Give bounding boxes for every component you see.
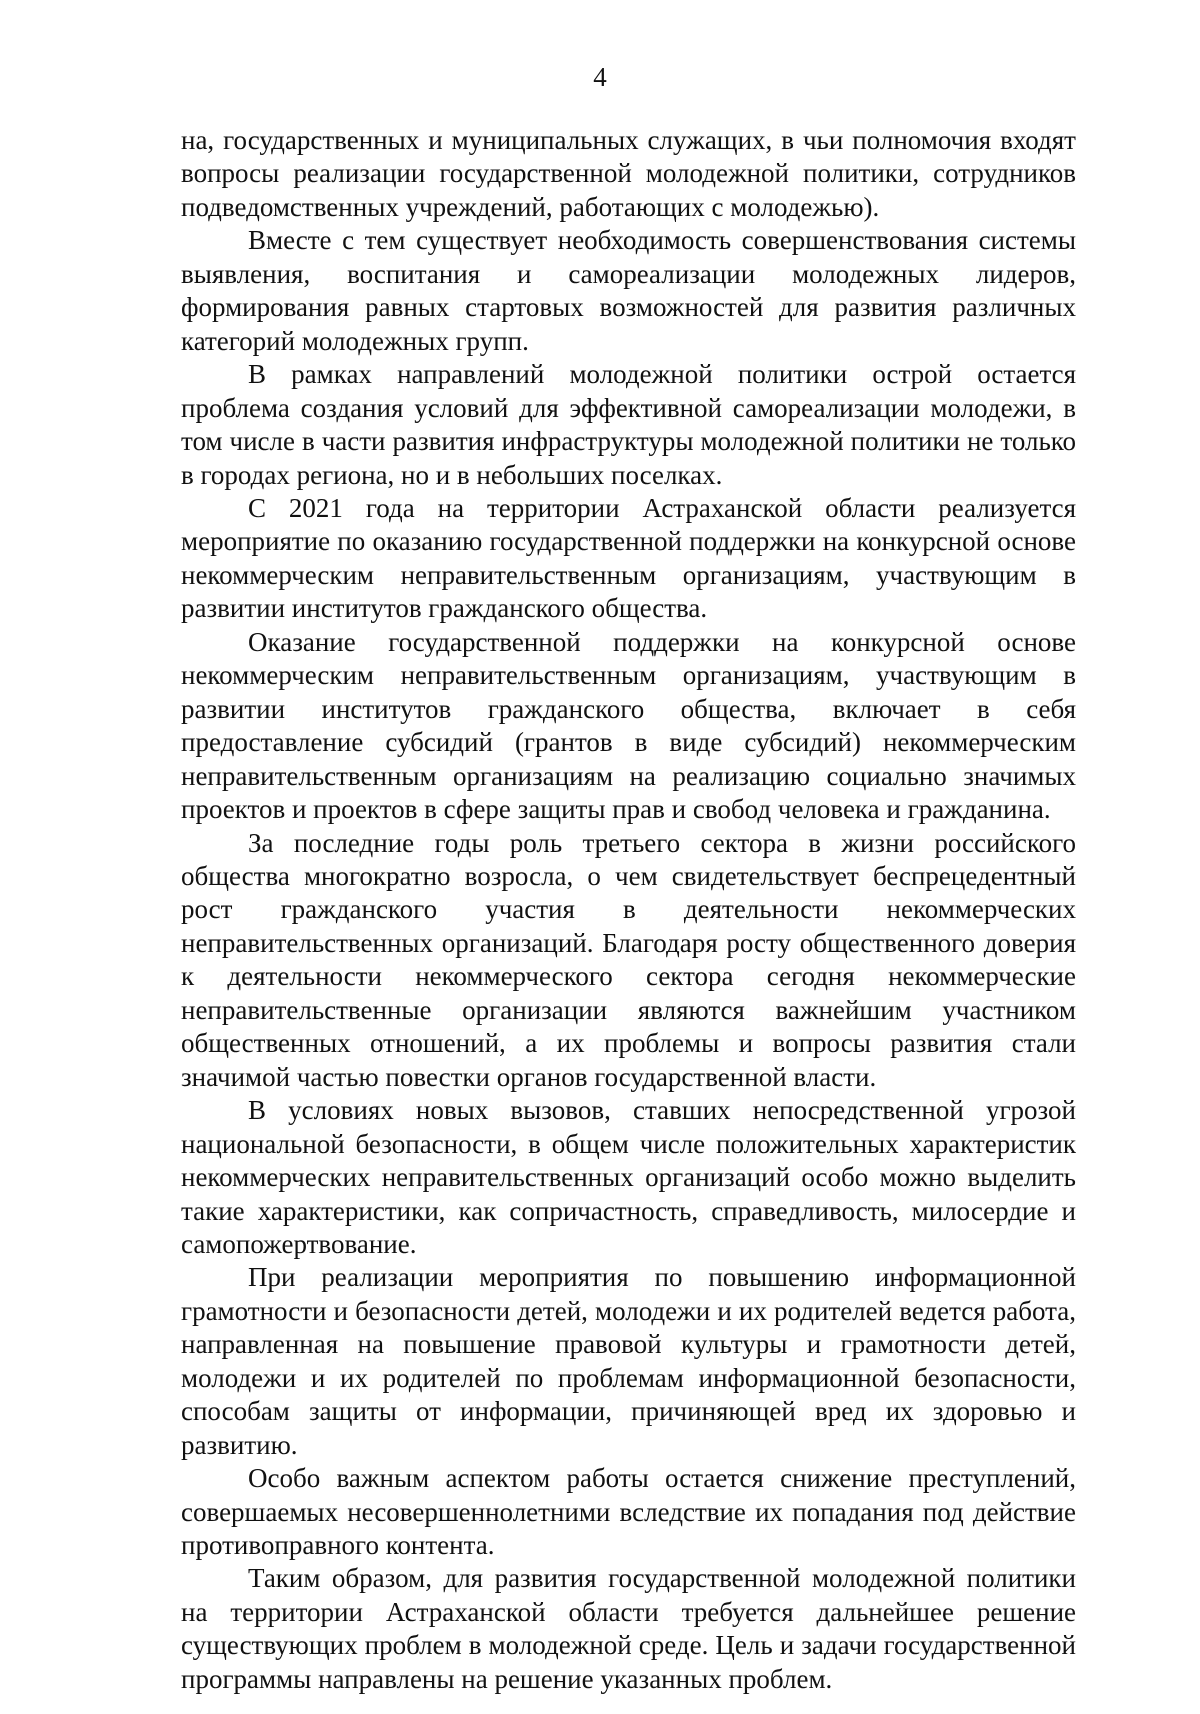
paragraph-third-sector: За последние годы роль третьего сектора в жизни российского общества многократно возросла, о чем свидетельствует беспрецедентный рост гражданского участия в деятельности некоммерческих неправительственных организаций. Благодаря росту общественного доверия к деятельности некоммерческого сектора сегодня некоммерческие неправительственные организации являются важнейшим участником общественных отношений, а их проблемы и вопросы развития стали значимой частью повестки органов государственной власти. bbox=[181, 827, 1076, 1092]
paragraph-continuation: на, государственных и муниципальных служащих, в чьи полномочия входят вопросы реализации государственной молодежной политики, сотрудников подведомственных учреждений, работающих с молодежью). bbox=[181, 125, 1076, 222]
paragraph-state-support-2021: С 2021 года на территории Астраханской области реализуется мероприятие по оказанию государственной поддержки на конкурсной основе некоммерческим неправительственным организациям, участвующим в развитии институтов гражданского общества. bbox=[181, 492, 1076, 624]
document-body bbox=[181, 124, 1076, 1696]
paragraph-infrastructure: В рамках направлений молодежной политики острой остается проблема создания условий для эффективной самореализации молодежи, в том числе в части развития инфраструктуры молодежной политики не только в городах региона, но и в небольших поселках. bbox=[181, 359, 1076, 490]
paragraph-conclusion: Таким образом, для развития государственной молодежной политики на территории Астраханской области требуется дальнейшее решение существующих проблем в молодежной среде. Цель и задачи государственной программы направлены на решение указанных проблем. bbox=[181, 1563, 1076, 1694]
paragraph-crime-reduction: Особо важным аспектом работы остается снижение преступлений, совершаемых несовершеннолетними вследствие их попадания под действие противоправного контента. bbox=[181, 1463, 1076, 1561]
paragraph-information-literacy: При реализации мероприятия по повышению информационной грамотности и безопасности детей, молодежи и их родителей ведется работа, направленная на повышение правовой культуры и грамотности детей, молодежи и их родителей по проблемам информационной безопасности, способам защиты от информации, причиняющей вред их здоровью и развитию. bbox=[181, 1262, 1076, 1460]
page-number: 4 bbox=[593, 62, 607, 92]
paragraph-new-challenges: В условиях новых вызовов, ставших непосредственной угрозой национальной безопасности, в общем числе положительных характеристик некоммерческих неправительственных организаций особо можно выделить такие характеристики, как сопричастность, справедливость, милосердие и самопожертвование. bbox=[181, 1095, 1076, 1259]
paragraph-subsidies: Оказание государственной поддержки на конкурсной основе некоммерческим неправительственным организациям, участвующим в развитии институтов гражданского общества, включает в себя предоставление субсидий (грантов в виде субсидий) некоммерческим неправительственным организациям на реализацию социально значимых проектов и проектов в сфере защиты прав и свобод человека и гражданина. bbox=[181, 626, 1076, 825]
paragraph-youth-leaders: Вместе с тем существует необходимость совершенствования системы выявления, воспитания и самореализации молодежных лидеров, формирования равных стартовых возможностей для развития различных категорий молодежных групп. bbox=[181, 225, 1076, 356]
